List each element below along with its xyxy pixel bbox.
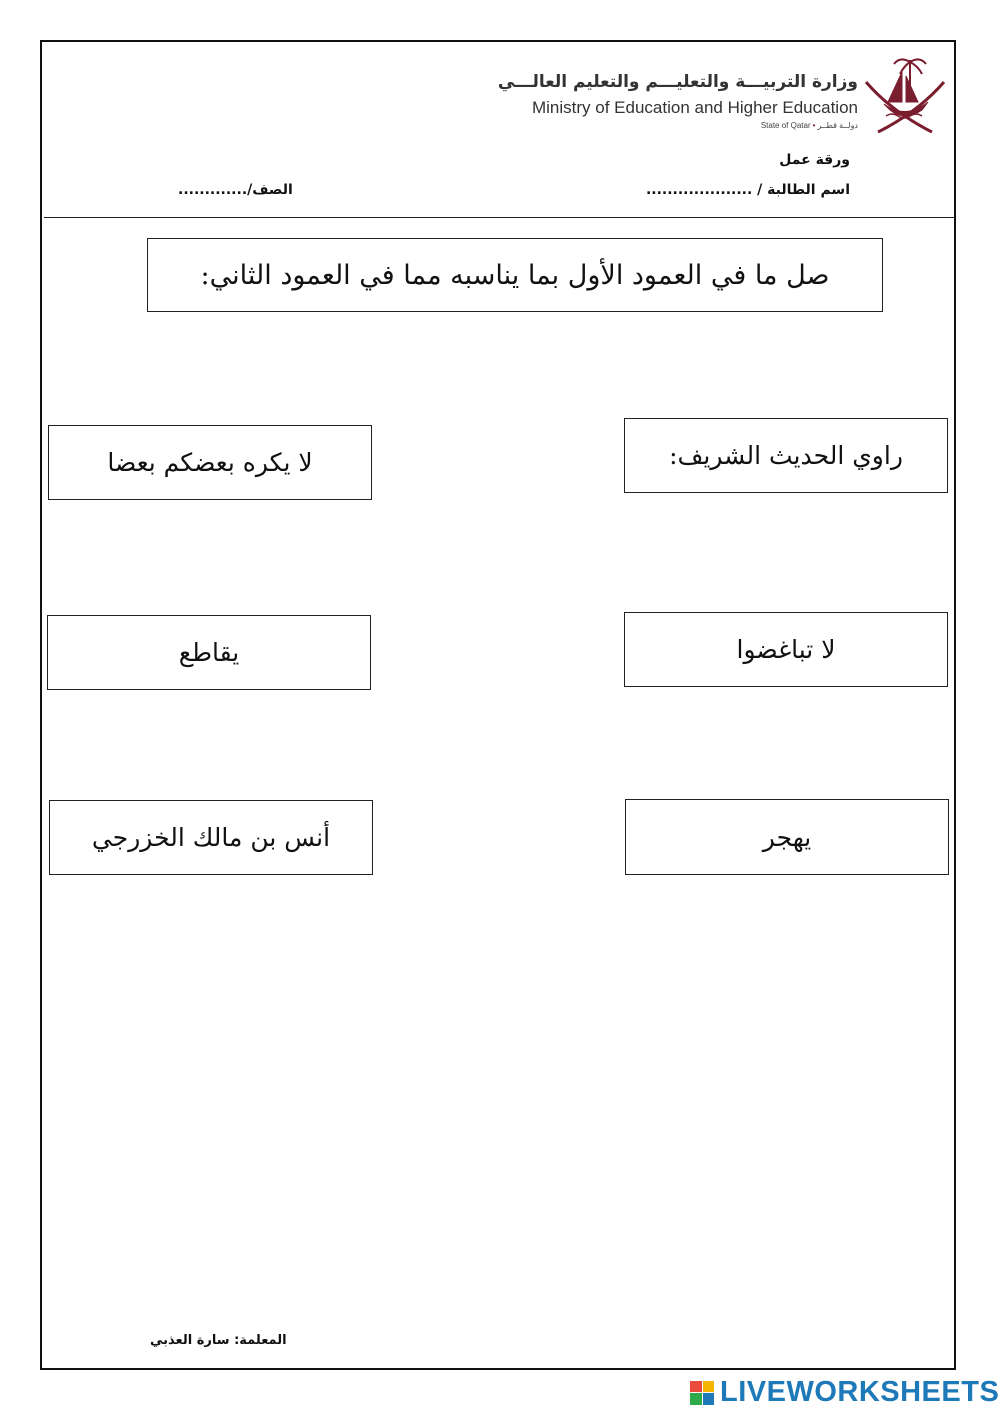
student-name-field: اسم الطالبة / ....................	[645, 182, 850, 198]
right-item-2[interactable]: لا تباغضوا	[624, 612, 948, 687]
state-arabic: دولــة قطــر	[817, 121, 858, 130]
class-field: الصف/.............	[178, 182, 293, 198]
state-english: State of Qatar	[760, 121, 811, 130]
header-divider	[44, 217, 954, 218]
state-line: State of Qatar • دولــة قطــر	[760, 121, 858, 130]
left-item-1[interactable]: لا يكره بعضكم بعضا	[48, 425, 372, 500]
liveworksheets-logo	[690, 1376, 999, 1409]
instruction-box: صل ما في العمود الأول بما يناسبه مما في العمود الثاني:	[147, 238, 883, 312]
qatar-emblem-icon	[862, 52, 948, 136]
liveworksheets-icon	[690, 1381, 714, 1405]
ministry-name-english: Ministry of Education and Higher Education	[531, 98, 858, 117]
left-item-3[interactable]: أنس بن مالك الخزرجي	[49, 800, 373, 875]
worksheet-label: ورقة عمل	[779, 152, 850, 168]
liveworksheets-text: LIVEWORKSHEETS	[720, 1376, 1000, 1408]
right-item-3[interactable]: يهجر	[625, 799, 949, 875]
right-item-1[interactable]: راوي الحديث الشريف:	[624, 418, 948, 493]
teacher-name: المعلمة: سارة العذبي	[150, 1333, 287, 1348]
ministry-name-arabic: وزارة التربيـــة والتعليـــم والتعليم العالـــي	[497, 72, 858, 92]
left-item-2[interactable]: يقاطع	[47, 615, 371, 690]
